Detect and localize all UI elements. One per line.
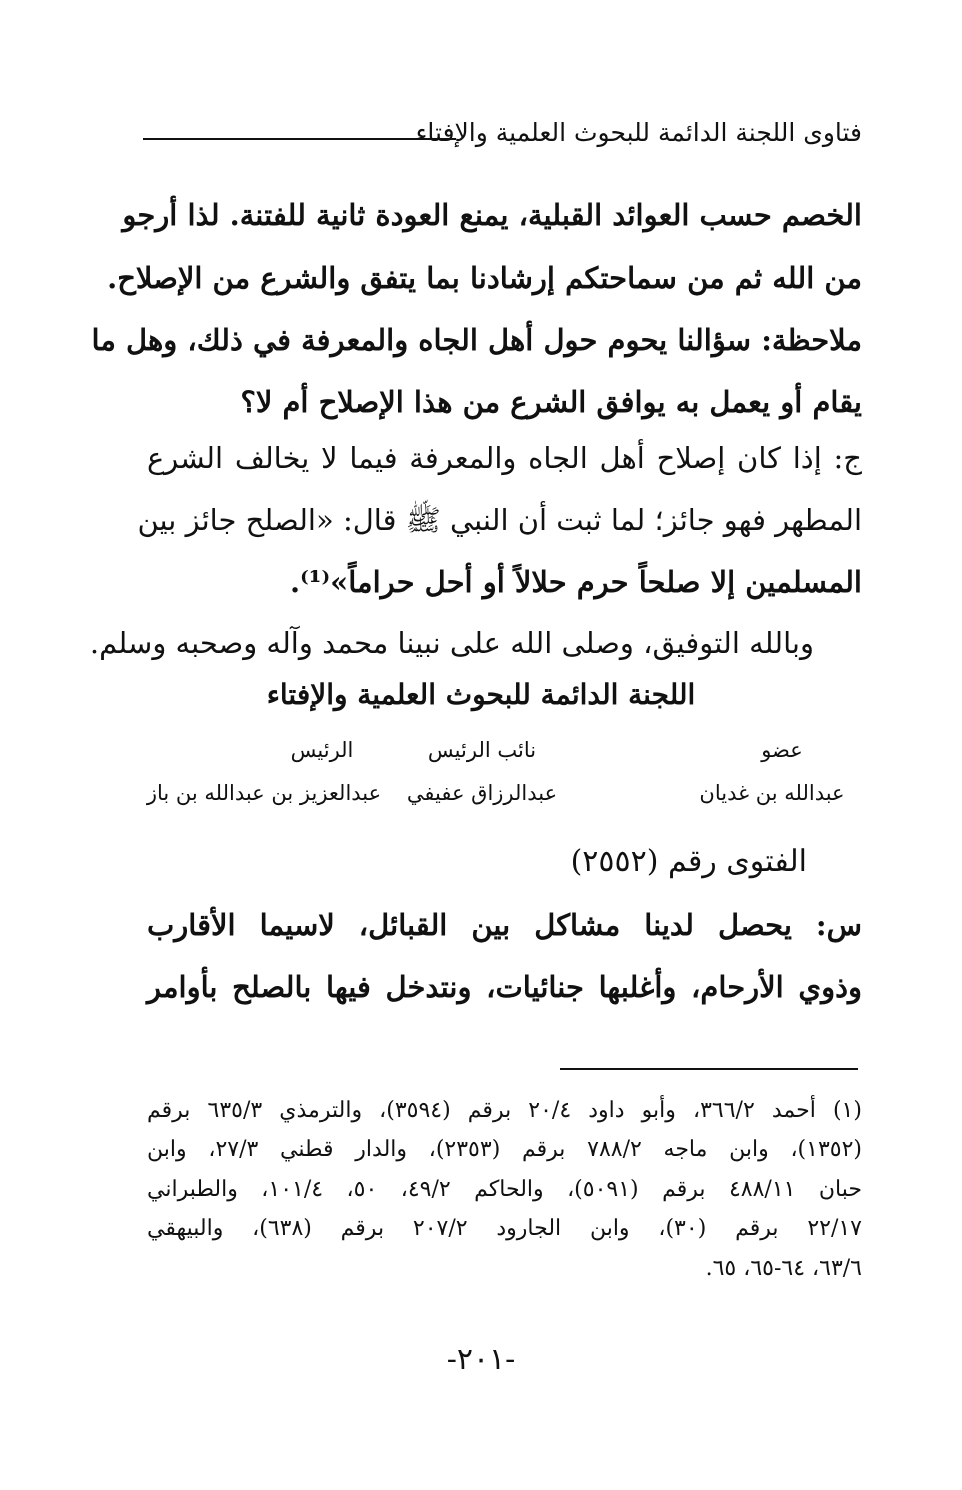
header-rule [143, 138, 456, 140]
answer-line-1: ج: إذا كان إصلاح أهل الجاه والمعرفة فيما لا يخالف الشرع [147, 441, 862, 475]
footnote-line-1: (١) أحمد ٣٦٦/٢، وأبو داود ٢٠/٤ برقم (٣٥٩٤)، والترمذي ٦٣٥/٣ برقم [147, 1098, 862, 1123]
body-line-3: ملاحظة: سؤالنا يحوم حول أهل الجاه والمعرفة في ذلك، وهل ما [91, 323, 862, 357]
question-line-1: س: يحصل لدينا مشاكل بين القبائل، لاسيما الأقارب [147, 908, 862, 942]
footnote-line-4: ٢٢/١٧ برقم (٣٠)، وابن الجارود ٢٠٧/٢ برقم (٦٣٨)، والبيهقي [147, 1216, 862, 1241]
committee-title: اللجنة الدائمة للبحوث العلمية والإفتاء [266, 678, 696, 711]
footnote-line-2: (١٣٥٢)، وابن ماجه ٧٨٨/٢ برقم (٢٣٥٣)، والدار قطني ٢٧/٣، وابن [147, 1137, 862, 1162]
page-number: -٢٠١- [446, 1342, 516, 1377]
footnote-line-5: ٦٣/٦، ٦٤-٦٥، ٦٥. [705, 1256, 862, 1281]
footnote-rule [560, 1068, 858, 1070]
member-name-3: عبدالعزيز بن عبدالله بن باز [146, 781, 382, 805]
question-line-2: وذوي الأرحام، وأغلبها جنائيات، ونتدخل فيها بالصلح بأوامر [147, 970, 862, 1004]
member-role-2: نائب الرئيس [427, 738, 537, 762]
running-header-title: فتاوى اللجنة الدائمة للبحوث العلمية والإفتاء [415, 118, 862, 147]
answer-line-3: المسلمين إلا صلحاً حرم حلالاً أو أحل حراماً»⁽¹⁾. [290, 565, 862, 599]
member-name-2: عبدالرزاق عفيفي [406, 781, 558, 805]
answer-line-2: المطهر فهو جائز؛ لما ثبت أن النبي ﷺ قال: «الصلح جائز بين [137, 503, 862, 537]
body-line-4: يقام أو يعمل به يوافق الشرع من هذا الإصلاح أم لا؟ [240, 385, 862, 419]
member-role-3: الرئيس [290, 738, 354, 762]
fatwa-number: الفتوى رقم (٢٥٥٢) [570, 844, 807, 879]
body-line-2: من الله ثم من سماحتكم إرشادنا بما يتفق والشرع من الإصلاح. [107, 261, 862, 295]
member-role-1: عضو [761, 738, 803, 762]
footnote-line-3: حبان ٤٨٨/١١ برقم (٥٠٩١)، والحاكم ٤٩/٢، ٥٠، ١٠١/٤، والطبراني [147, 1177, 863, 1202]
body-line-1: الخصم حسب العوائد القبلية، يمنع العودة ثانية للفتنة. لذا أرجو [122, 198, 862, 232]
closing-line: وبالله التوفيق، وصلى الله على نبينا محمد وآله وصحبه وسلم. [89, 626, 814, 660]
member-name-1: عبدالله بن غديان [699, 781, 845, 805]
